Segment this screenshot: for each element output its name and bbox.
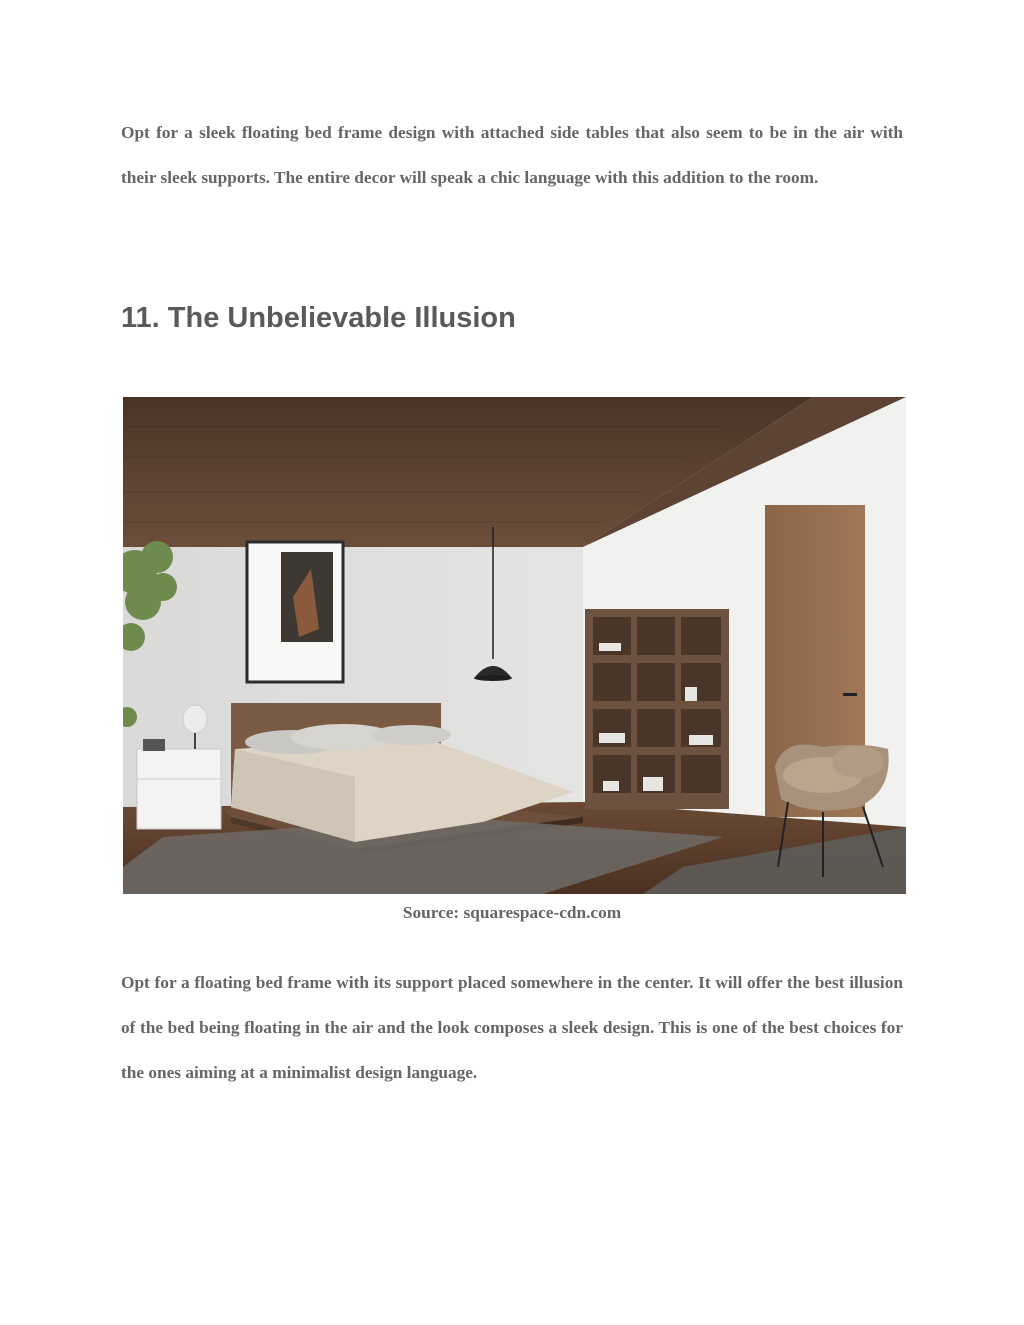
- section-heading: 11. The Unbelievable Illusion: [121, 302, 516, 334]
- body-paragraph: Opt for a floating bed frame with its support placed somewhere in the center. It will offer the best illusion of the bed being floating in the air and the look composes a sleek design. This is one of the best choices for the ones aiming at a minimalist design language.: [121, 973, 903, 1082]
- bedroom-photo: [123, 397, 906, 894]
- intro-paragraph: Opt for a sleek floating bed frame design with attached side tables that also seem to be in the air with their sleek supports. The entire decor will speak a chic language with this addition to the room.: [121, 123, 903, 187]
- image-caption: Source: squarespace-cdn.com: [402, 903, 622, 922]
